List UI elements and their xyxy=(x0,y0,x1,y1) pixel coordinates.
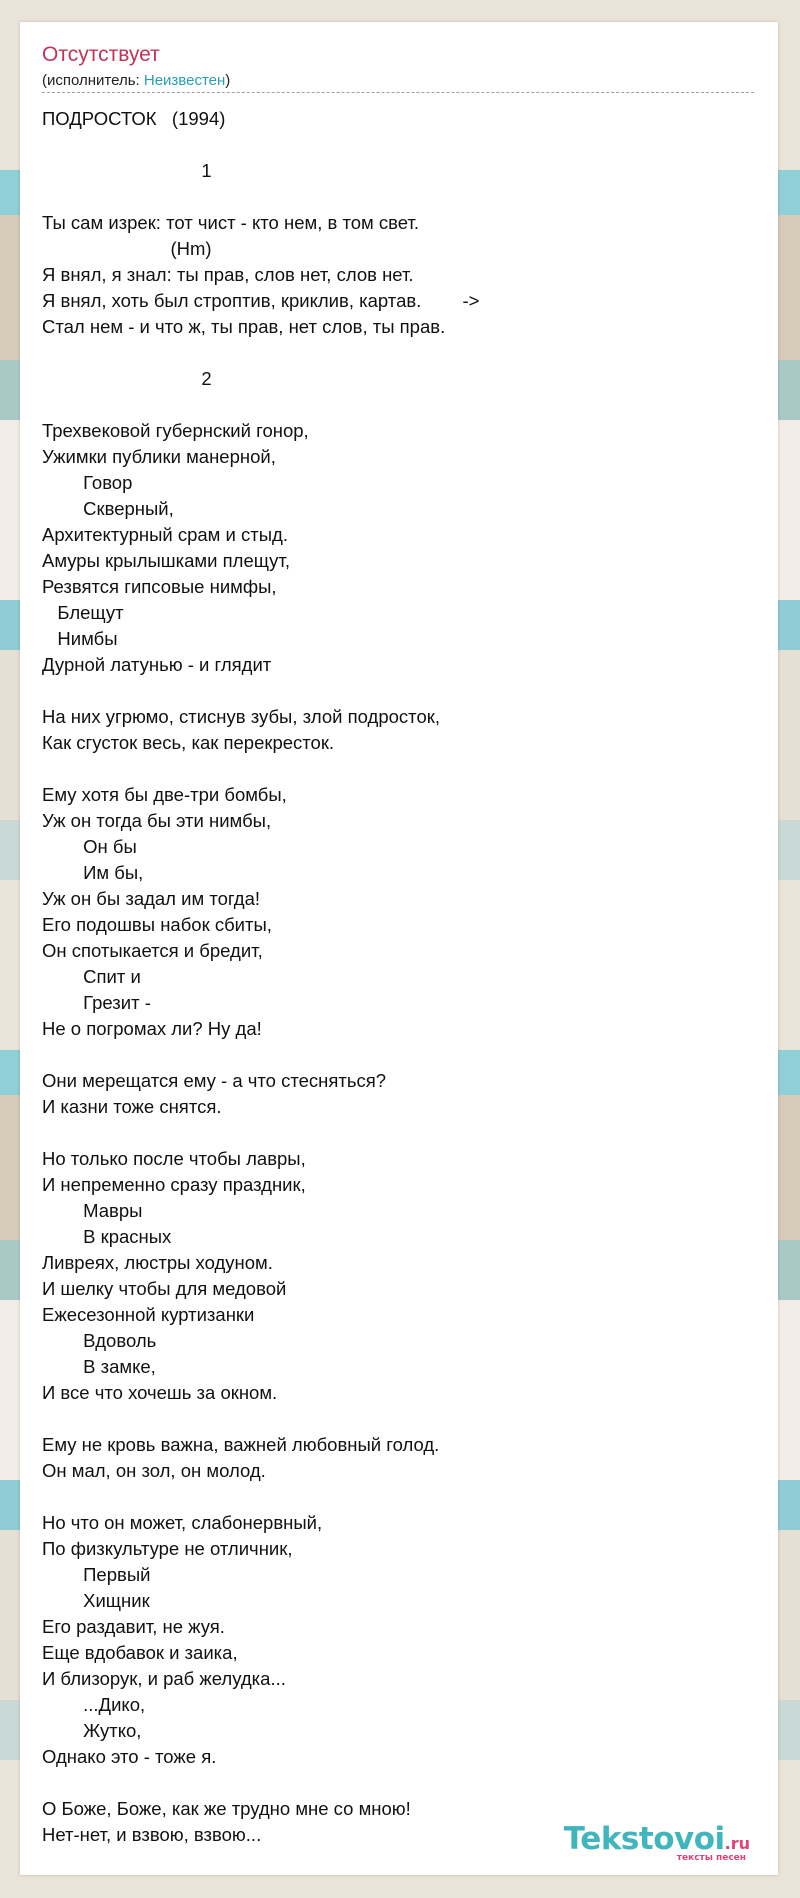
song-title: Отсутствует xyxy=(42,43,160,66)
artist-line xyxy=(42,72,230,89)
lyric-line: Я внял, хоть был строптив, криклив, картав. -> xyxy=(42,290,480,311)
lyric-line: Ливреях, люстры ходуном. xyxy=(42,1252,273,1273)
lyric-line: Говор xyxy=(42,472,133,493)
lyric-line: Им бы, xyxy=(42,862,144,883)
lyric-line: Я внял, я знал: ты прав, слов нет, слов нет. xyxy=(42,264,414,285)
lyric-line: Грезит - xyxy=(42,992,151,1013)
lyric-line: Ужимки публики манерной, xyxy=(42,446,276,467)
lyric-line: Стал нем - и что ж, ты прав, нет слов, ты прав. xyxy=(42,316,446,337)
logo-tld: .ru xyxy=(724,1834,750,1853)
lyric-line: Уж он бы задал им тогда! xyxy=(42,888,261,909)
lyric-line: И все что хочешь за окном. xyxy=(42,1382,278,1403)
lyric-line: О Боже, Боже, как же трудно мне со мною! xyxy=(42,1798,411,1819)
lyric-line: В замке, xyxy=(42,1356,156,1377)
lyric-line: Он спотыкается и бредит, xyxy=(42,940,263,961)
lyric-line: Как сгусток весь, как перекресток. xyxy=(42,732,335,753)
lyric-line xyxy=(42,1770,762,1796)
artist-link[interactable]: Неизвестен xyxy=(143,72,226,89)
site-logo[interactable] xyxy=(564,1821,750,1863)
lyric-line xyxy=(42,392,762,418)
lyric-line: Уж он тогда бы эти нимбы, xyxy=(42,810,272,831)
lyric-line: ПОДРОСТОК (1994) xyxy=(42,108,226,129)
lyric-line: Дурной латунью - и глядит xyxy=(42,654,272,675)
lyric-line: Его подошвы набок сбиты, xyxy=(42,914,272,935)
lyric-line: По физкультуре не отличник, xyxy=(42,1538,293,1559)
lyric-line xyxy=(42,678,762,704)
lyric-line: Ежесезонной куртизанки xyxy=(42,1304,255,1325)
lyric-line: Скверный, xyxy=(42,498,174,519)
logo-name: Tekstovoi xyxy=(563,1821,725,1857)
lyric-line: На них угрюмо, стиснув зубы, злой подросток, xyxy=(42,706,440,727)
lyric-line: И казни тоже снятся. xyxy=(42,1096,222,1117)
lyric-line xyxy=(42,184,762,210)
logo-tagline: тексты песен xyxy=(676,1853,746,1863)
artist-prefix: (исполнитель: xyxy=(42,72,144,89)
lyric-line: Резвятся гипсовые нимфы, xyxy=(42,576,277,597)
lyric-line: И шелку чтобы для медовой xyxy=(42,1278,287,1299)
lyric-line xyxy=(42,1042,762,1068)
lyric-line xyxy=(42,132,762,158)
lyric-line: И непременно сразу праздник, xyxy=(42,1174,306,1195)
lyric-line: Хищник xyxy=(42,1590,150,1611)
lyric-line: Амуры крылышками плещут, xyxy=(42,550,290,571)
lyric-line xyxy=(42,756,762,782)
lyric-line: Не о погромах ли? Ну да! xyxy=(42,1018,262,1039)
lyric-line: Он мал, он зол, он молод. xyxy=(42,1460,266,1481)
lyric-line xyxy=(42,1120,762,1146)
lyric-line: 2 xyxy=(42,368,212,389)
lyric-line: Но что он может, слабонервный, xyxy=(42,1512,323,1533)
lyric-line: Архитектурный срам и стыд. xyxy=(42,524,288,545)
header-divider xyxy=(42,92,754,93)
lyric-line: Ты сам изрек: тот чист - кто нем, в том свет. xyxy=(42,212,419,233)
lyric-line: Они мерещатся ему - а что стесняться? xyxy=(42,1070,387,1091)
lyric-line: ...Дико, xyxy=(42,1694,146,1715)
lyric-line: Спит и xyxy=(42,966,141,987)
lyric-line: Его раздавит, не жуя. xyxy=(42,1616,225,1637)
lyric-line: Он бы xyxy=(42,836,137,857)
lyrics-text xyxy=(42,106,762,1848)
lyric-line xyxy=(42,1484,762,1510)
lyric-line: Трехвековой губернский гонор, xyxy=(42,420,309,441)
lyric-line: Нет-нет, и взвою, взвою... xyxy=(42,1824,262,1845)
artist-suffix: ) xyxy=(225,72,231,89)
lyric-line: Однако это - тоже я. xyxy=(42,1746,217,1767)
lyric-line xyxy=(42,340,762,366)
lyric-line: И близорук, и раб желудка... xyxy=(42,1668,286,1689)
lyric-line: Еще вдобавок и заика, xyxy=(42,1642,238,1663)
lyric-line: В красных xyxy=(42,1226,172,1247)
content-card xyxy=(20,22,778,1875)
lyric-line: Ему хотя бы две-три бомбы, xyxy=(42,784,287,805)
lyric-line: (Hm) xyxy=(42,238,212,259)
lyric-line: Блещут xyxy=(42,602,124,623)
lyric-line: Ему не кровь важна, важней любовный голод. xyxy=(42,1434,440,1455)
lyric-line xyxy=(42,1406,762,1432)
lyric-line: 1 xyxy=(42,160,212,181)
lyric-line: Жутко, xyxy=(42,1720,142,1741)
lyric-line: Мавры xyxy=(42,1200,143,1221)
lyric-line: Но только после чтобы лавры, xyxy=(42,1148,306,1169)
lyric-line: Вдоволь xyxy=(42,1330,157,1351)
lyric-line: Нимбы xyxy=(42,628,118,649)
lyric-line: Первый xyxy=(42,1564,151,1585)
